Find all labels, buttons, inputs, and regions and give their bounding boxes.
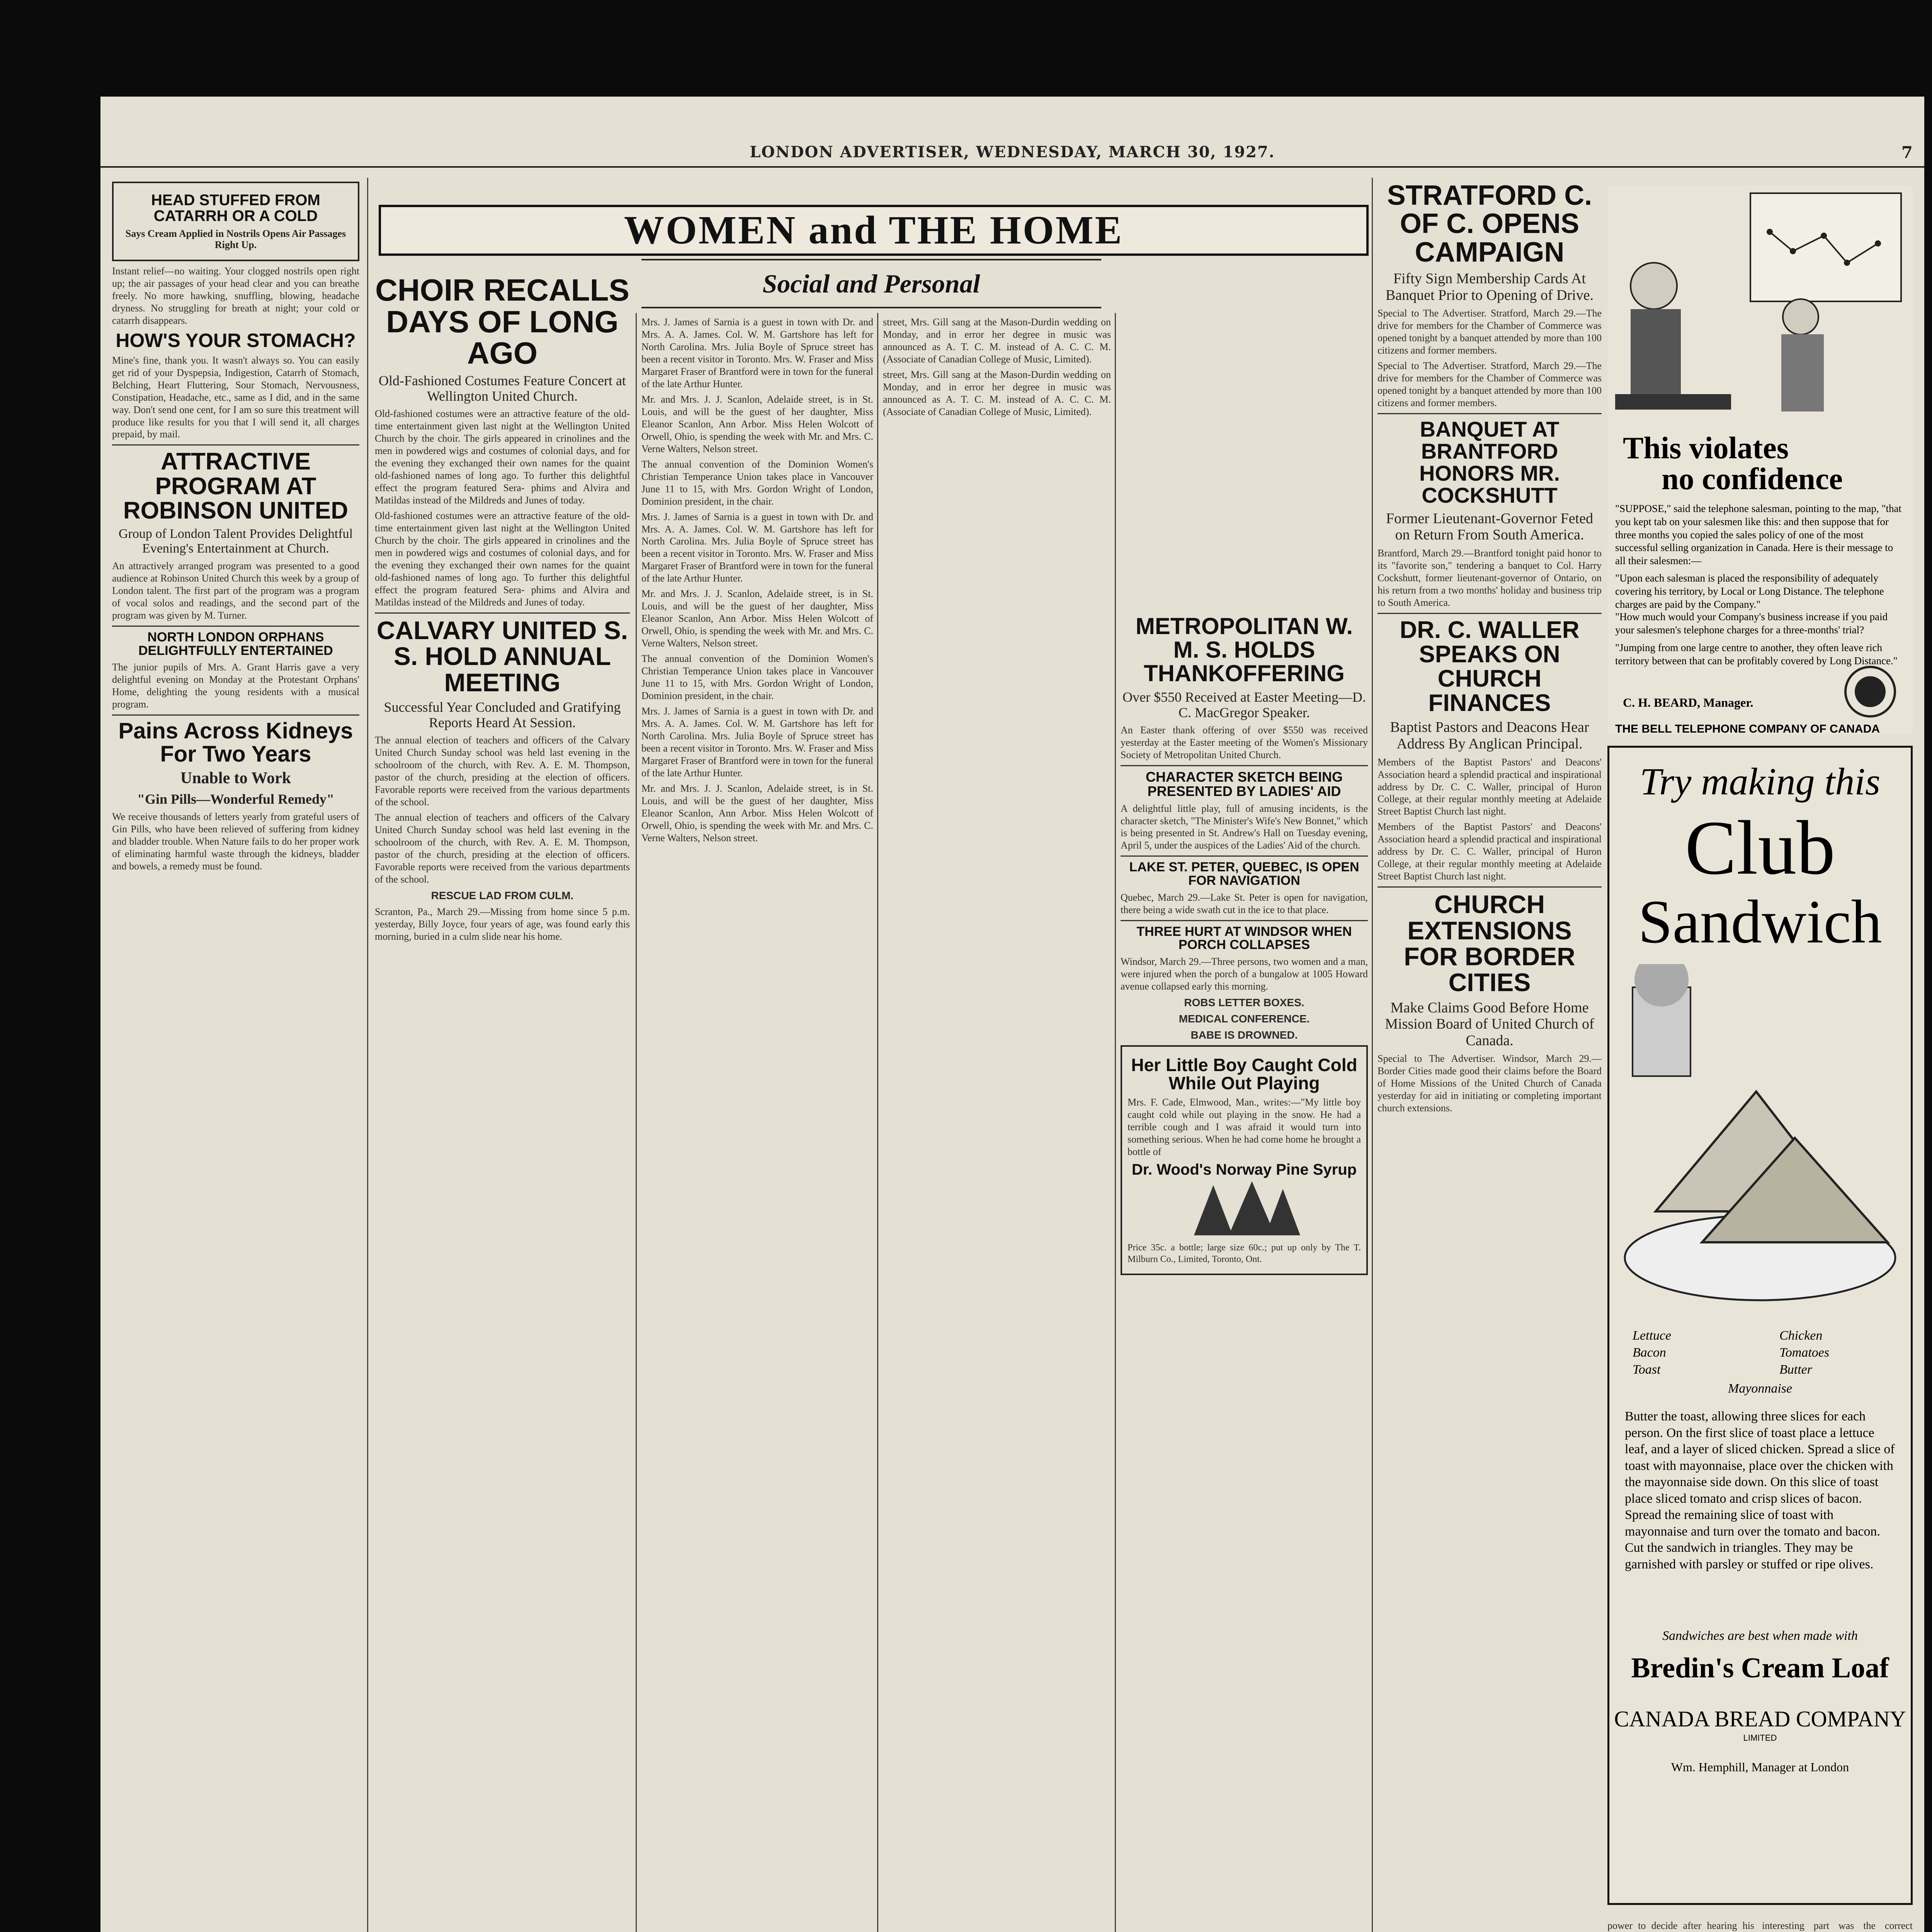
ingredient-mayonnaise: Mayonnaise [1728, 1381, 1793, 1396]
woods-ad [1121, 1045, 1368, 1275]
church-text: Special to The Advertiser. Windsor, March 29.—Border Cities made good their claims before the Board of Home Missions of the United Church of Canada yesterday for aid in initiating or completing important church extensions. [1378, 1053, 1602, 1114]
catarrh-ad [112, 182, 359, 261]
column-5 [1121, 611, 1368, 1932]
pains-headline: Pains Across Kidneys For Two Years [112, 714, 359, 765]
waller-text-cont: Members of the Baptist Pastors' and Deacons' Association heard a splendid practical and inspirational address by Dr. C. C. Waller, principal of Huron College, at their regular monthly meeting at Adelaide Street Baptist Church last night. [1378, 821, 1602, 882]
sandwich-best: Sandwiches are best when made with [1662, 1629, 1858, 1643]
column-2 [375, 270, 630, 1932]
column-3 [641, 313, 873, 1932]
metro-text: An Easter thank offering of over $550 was received yesterday at the Easter meeting of the Women's Missionary Society of Metropolitan United Church. [1121, 724, 1368, 761]
lake-headline: LAKE ST. PETER, QUEBEC, IS OPEN FOR NAVIGATION [1121, 855, 1368, 887]
column-rule [1372, 178, 1373, 1932]
bell-body: "SUPPOSE," said the telephone salesman, pointing to the map, "that you kept tab on your salesmen like this: and then suppose that for three months you copied the sales policy of one of the most successful selling organization in Canada. Here is their message to all their salesmen:— [1615, 503, 1901, 566]
robinson-headline: ATTRACTIVE PROGRAM AT ROBINSON UNITED [112, 444, 359, 523]
ingredient-butter: Butter [1779, 1362, 1812, 1377]
page-number: 7 [1901, 143, 1913, 162]
bell-quote-1: "Upon each salesman is placed the responsibility of adequately covering his territory, by Local or Long Distance. The telephone charges are paid by the Company." [1615, 572, 1884, 610]
social-text-8: Mr. and Mrs. J. J. Scanlon, Adelaide street, is in St. Louis, and will be the guest of her daughter, Miss Eleanor Scanlon, Ann Arbor. Miss Helen Wolcott of Orwell, Ohio, is spending the week with Mr. and Mrs. C. Verne Walters, Nelson street. [641, 782, 873, 844]
stratford-headline: STRATFORD C. OF C. OPENS CAMPAIGN [1387, 180, 1592, 268]
waller-text: Members of the Baptist Pastors' and Deacons' Association heard a splendid practical and inspirational address by Dr. C. C. Waller, principal of Huron College, at their regular monthly meeting at Adelaide Street Baptist Church last night. [1378, 756, 1602, 817]
bell-logo-icon [1843, 665, 1897, 719]
calvary-headline: CALVARY UNITED S. S. HOLD ANNUAL MEETING [375, 612, 630, 696]
social-text-2: Mr. and Mrs. J. J. Scanlon, Adelaide street, is in St. Louis, and will be the guest of her daughter, Miss Eleanor Scanlon, Ann Arbor. Miss Helen Wolcott of Orwell, Ohio, is spending the week with Mr. and Mrs. C. Verne Walters, Nelson street. [641, 393, 873, 454]
sandwich-word: Sandwich [1638, 887, 1882, 956]
social-text-5: Mr. and Mrs. J. J. Scanlon, Adelaide street, is in St. Louis, and will be the guest of her daughter, Miss Eleanor Scanlon, Ann Arbor. Miss Helen Wolcott of Orwell, Ohio, is spending the week with Mr. and Mrs. C. Verne Walters, Nelson street. [641, 588, 873, 649]
boy-headline: Her Little Boy Caught Cold While Out Playing [1131, 1054, 1357, 1093]
orphans-headline: NORTH LONDON ORPHANS DELIGHTFULLY ENTERTAINED [112, 626, 359, 657]
bottom-column-left [1607, 1917, 1754, 1932]
pine-tree-icon [1186, 1181, 1302, 1239]
boy-text: Mrs. F. Cade, Elmwood, Man., writes:—"My little boy caught cold while out playing in the snow. He had a terrible cough and I was afraid it would turn into something serious. When he had come home he brought a bottle of [1128, 1096, 1361, 1157]
sketch-headline: CHARACTER SKETCH BEING PRESENTED BY LADIES' AID [1121, 765, 1368, 798]
banquet-subhead: Former Lieutenant-Governor Feted on Return From South America. [1386, 510, 1594, 543]
calvary-text-cont: The annual election of teachers and officers of the Calvary United Church Sunday school was held last evening in the schoolroom of the church, with Rev. A. E. M. Thompson, pastor of the church, presiding at the election of officers. Favorable reports were received from the various departments of the school. [375, 812, 630, 885]
social-text-7: Mrs. J. James of Sarnia is a guest in town with Dr. and Mrs. A. A. James. Col. W. M. Gartshore has left for North Carolina. Mrs. Julia Boyle of Spruce street has been a recent visitor in Toronto. Mrs. W. Fraser and Miss Margaret Fraser of Brantford were in town for the funeral of the late Arthur Hunter. [641, 706, 873, 779]
calvary-subhead: Successful Year Concluded and Gratifying Reports Heard At Session. [384, 699, 621, 731]
column-4 [883, 313, 1111, 1932]
rescue-headline: RESCUE LAD FROM CULM. [431, 889, 574, 902]
ingredients-left [1633, 1327, 1748, 1379]
choir-subhead: Old-Fashioned Costumes Feature Concert at Wellington United Church. [379, 372, 626, 404]
catarrh-subhead: Says Cream Applied in Nostrils Opens Air Passages Right Up. [125, 228, 346, 250]
bread-limited: LIMITED [1743, 1733, 1777, 1743]
social-title: Social and Personal [762, 269, 980, 298]
bottom-left-text: power to decide after hearing his [1607, 1920, 1754, 1931]
windsor-text: Windsor, March 29.—Three persons, two women and a man, were injured when the porch of a bungalow at 1005 Howard avenue collapsed early this morning. [1121, 956, 1368, 992]
social-text-continued-2: street, Mrs. Gill sang at the Mason-Durdin wedding on Monday, and in error her degree in music was announced as A. T. C. M. instead of A. C. C. M. (Associate of Canadian College of Music, Limited). [883, 369, 1111, 417]
sandwich-ad [1607, 746, 1913, 1905]
masthead [100, 143, 1924, 168]
banquet-text: Brantford, March 29.—Brantford tonight paid honor to its "favorite son," tendering a banquet to Col. Harry Cockshutt, former lieutenant-governor of Ontario, on his return from a two months' holiday and business trip to South America. [1378, 547, 1602, 608]
church-subhead: Make Claims Good Before Home Mission Board of United Church of Canada. [1385, 999, 1594, 1049]
choir-text-cont: Old-fashioned costumes were an attractive feature of the old-time entertainment given last night at the Wellington United Church by the choir. The girls appeared in crinolines and the men in powdered wigs and costumes of colonial days, and for the evening they exchanged their own names for the quaint old-fashioned names of long ago. To further this delightful effect the program featured Sera- phims and Alvira and Matildas instead of the Mildreds and Junes of today. [375, 510, 630, 608]
bell-headline-2: no confidence [1662, 462, 1843, 496]
sandwich-recipe: Butter the toast, allowing three slices for each person. On the first slice of toast place a lettuce leaf, and a layer of sliced chicken. Spread a slice of toast with mayonnaise, place over the chicken with the mayonnaise side down. On this slice of toast place sliced tomato and crisp slices of bacon. Spread the remaining slice of toast with mayonnaise and turn over the tomato and bacon. Cut the sandwich in triangles. They may be garnished with parsley or stuffed or ripe olives. [1625, 1409, 1895, 1571]
stomach-headline: HOW'S YOUR STOMACH? [116, 329, 356, 351]
bell-telephone-ad [1607, 185, 1913, 734]
ingredient-chicken: Chicken [1779, 1328, 1823, 1343]
choir-text: Old-fashioned costumes were an attractive feature of the old-time entertainment given last night at the Wellington United Church by the choir. The girls appeared in crinolines and the men in powdered wigs and costumes of colonial days, and for the evening they exchanged their own names for the quaint old-fashioned names of long ago. To further this delightful effect the program featured Sera- phims and Alvira and Matildas instead of the Mildreds and Junes of today. [375, 408, 630, 506]
pains-subhead: Unable to Work [180, 769, 291, 787]
stomach-text: Mine's fine, thank you. It wasn't always so. You can easily get rid of your Dyspepsia, Indigestion, Catarrh of Stomach, Belching, Heart Fluttering, Sour Stomach, Nervousness, Constipation, Headache, etc., same as I did, and in the same way. Don't send one cent, for I am so sure this treatment will produce like results for you that I will send it, all charges prepaid, by mail. [112, 354, 359, 440]
ingredient-lettuce: Lettuce [1633, 1328, 1672, 1343]
metro-subhead: Over $550 Received at Easter Meeting—D. C. MacGregor Speaker. [1122, 689, 1366, 720]
bottom-right-text: interesting part was the correct [1762, 1920, 1913, 1931]
section-banner [379, 205, 1369, 256]
waller-headline: DR. C. WALLER SPEAKS ON CHURCH FINANCES [1378, 613, 1602, 716]
pains-text: We receive thousands of letters yearly from grateful users of Gin Pills, who have been relieved of suffering from kidney and bladder trouble. When Nature fails to do her proper work of eliminating harmful waste through the kidneys, bladder and bowels, a remedy must be found. [112, 811, 359, 872]
woods-footer: Price 35c. a bottle; large size 60c.; put up only by The T. Milburn Co., Limited, Toronto, Ont. [1128, 1243, 1361, 1264]
sketch-text: A delightful little play, full of amusing incidents, is the character sketch, "The Minister's Wife's New Bonnet," which is being presented in St. Andrew's Hall on Tuesday evening, April 5, under the auspices of the Ladies' Aid of the church. [1121, 803, 1368, 851]
windsor-headline: THREE HURT AT WINDSOR WHEN PORCH COLLAPSES [1121, 920, 1368, 952]
lake-text: Quebec, March 29.—Lake St. Peter is open for navigation, there being a wide swath cut in the ice to that place. [1121, 891, 1368, 915]
bell-quote-2: "How much would your Company's business increase if you paid your salesmen's telephone charges for a three-months' trial? [1615, 611, 1888, 636]
social-text: Mrs. J. James of Sarnia is a guest in town with Dr. and Mrs. A. A. James. Col. W. M. Gartshore has left for North Carolina. Mrs. Julia Boyle of Spruce street has been a recent visitor in Toronto. Mrs. W. Fraser and Miss Margaret Fraser of Brantford were in town for the funeral of the late Arthur Hunter. [641, 316, 873, 389]
social-text-continued: street, Mrs. Gill sang at the Mason-Durdin wedding on Monday, and in error her degree in music was announced as A. T. C. M. instead of A. C. C. M. (Associate of Canadian College of Music, Limited). [883, 316, 1111, 365]
sandwich-try: Try making this [1639, 760, 1881, 803]
stratford-text-cont: Special to The Advertiser. Stratford, March 29.—The drive for members for the Chamber of Commerce was opened tonight by a banquet attended by more than 100 citizens and former members. [1378, 360, 1602, 409]
robinson-text: An attractively arranged program was presented to a good audience at Robinson United Church this week by a group of London talent. The first part of the program was a program of vocal solos and readings, and the second part of the program was given by M. Turner. [112, 560, 359, 621]
bell-company: THE BELL TELEPHONE COMPANY OF CANADA [1615, 723, 1880, 734]
social-text-6: The annual convention of the Dominion Women's Christian Temperance Union takes place in Vancouver June 11 to 15, with Mrs. Gordon Wright of London, Dominion president, in the chair. [641, 653, 873, 702]
salesman-illustration [1607, 185, 1913, 425]
banquet-headline: BANQUET AT BRANTFORD HONORS MR. COCKSHUTT [1378, 413, 1602, 506]
ingredient-tomatoes: Tomatoes [1779, 1345, 1830, 1360]
catarrh-text: Instant relief—no waiting. Your clogged nostrils open right up; the air passages of your head clear and you can breathe freely. No more hawking, snuffling, blowing, headache dryness. No struggling for breath at night; your cold or catarrh disappears. [112, 265, 359, 326]
bread-company: CANADA BREAD COMPANY [1614, 1706, 1906, 1731]
column-6 [1378, 178, 1602, 1932]
section-title: WOMEN and THE HOME [624, 208, 1124, 252]
babe-headline: BABE IS DROWNED. [1190, 1029, 1298, 1041]
ingredient-bacon: Bacon [1633, 1345, 1666, 1360]
church-headline: CHURCH EXTENSIONS FOR BORDER CITIES [1378, 886, 1602, 995]
robs-headline: ROBS LETTER BOXES. [1184, 996, 1304, 1009]
orphans-text: The junior pupils of Mrs. A. Grant Harris gave a very delightful evening on Monday at the Protestant Orphans' Home, delighting the young residents with a musical program. [112, 662, 359, 710]
bottom-column-right [1762, 1917, 1913, 1932]
sandwich-illustration [1609, 964, 1911, 1312]
sandwich-club: Club [1685, 805, 1835, 891]
woods-headline: Dr. Wood's Norway Pine Syrup [1131, 1161, 1357, 1178]
social-text-3: The annual convention of the Dominion Women's Christian Temperance Union takes place in Vancouver June 11 to 15, with Mrs. Gordon Wright of London, Dominion president, in the chair. [641, 458, 873, 507]
stratford-subhead: Fifty Sign Membership Cards At Banquet Prior to Opening of Drive. [1385, 270, 1594, 303]
bell-manager: C. H. BEARD, Manager. [1623, 696, 1753, 709]
bell-headline-1: This violates [1623, 431, 1789, 465]
calvary-text: The annual election of teachers and officers of the Calvary United Church Sunday school was held last evening in the schoolroom of the church, with Rev. A. E. M. Thompson, pastor of the church, presiding at the election of officers. Favorable reports were received from the various departments of the school. [375, 735, 630, 808]
ingredient-toast: Toast [1633, 1362, 1661, 1377]
column-1 [112, 178, 359, 1932]
ingredients-right [1779, 1327, 1895, 1379]
metro-headline: METROPOLITAN W. M. S. HOLDS THANKOFFERING [1135, 613, 1353, 687]
sandwich-brand: Bredin's Cream Loaf [1631, 1652, 1889, 1684]
choir-headline: CHOIR RECALLS DAYS OF LONG AGO [375, 273, 629, 371]
medical-headline: MEDICAL CONFERENCE. [1179, 1012, 1310, 1025]
column-rule [877, 313, 878, 1932]
bread-manager: Wm. Hemphill, Manager at London [1671, 1760, 1849, 1774]
rescue-text: Scranton, Pa., March 29.—Missing from home since 5 p.m. yesterday, Billy Joyce, four years of age, was found early this morning, buried in a culm slide near his home. [375, 906, 630, 942]
social-text-4: Mrs. J. James of Sarnia is a guest in town with Dr. and Mrs. A. A. James. Col. W. M. Gartshore has left for North Carolina. Mrs. Julia Boyle of Spruce street has been a recent visitor in Toronto. Mrs. W. Fraser and Miss Margaret Fraser of Brantford were in town for the funeral of the late Arthur Hunter. [641, 511, 873, 584]
pains-subhead-2: "Gin Pills—Wonderful Remedy" [137, 791, 334, 807]
social-bar [641, 259, 1101, 308]
newspaper-page [100, 97, 1924, 1932]
bell-quote-3: "Jumping from one large centre to another, they often leave rich territory between that can be profitably covered by Long Distance." [1615, 642, 1898, 667]
column-rule [367, 178, 368, 1932]
stratford-text: Special to The Advertiser. Stratford, March 29.—The drive for members for the Chamber of Commerce was opened tonight by a banquet attended by more than 100 citizens and former members. [1378, 308, 1602, 356]
masthead-title: LONDON ADVERTISER, WEDNESDAY, MARCH 30, 1927. [750, 143, 1275, 161]
catarrh-headline: HEAD STUFFED FROM CATARRH OR A COLD [151, 192, 320, 224]
column-rule [1115, 313, 1116, 1932]
waller-subhead: Baptist Pastors and Deacons Hear Address By Anglican Principal. [1390, 719, 1589, 752]
robinson-subhead: Group of London Talent Provides Delightful Evening's Entertainment at Church. [118, 527, 353, 556]
column-rule [636, 313, 637, 1932]
